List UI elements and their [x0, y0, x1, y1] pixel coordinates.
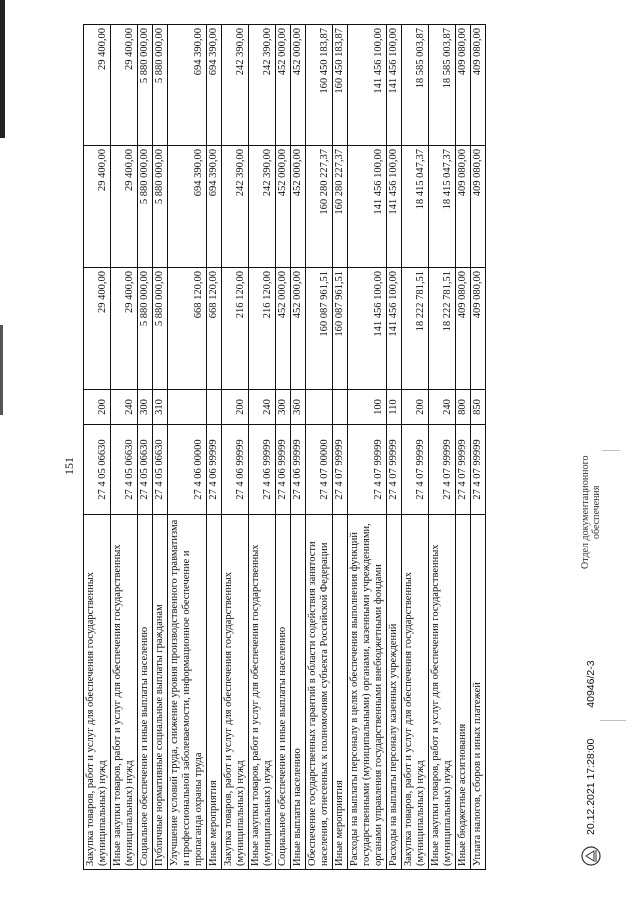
table-row [333, 25, 348, 870]
row-code: 27 4 06 99999 [249, 425, 276, 515]
row-value-2: 242 390,00 [222, 146, 249, 268]
row-name: Закупка товаров, работ и услуг для обеспечения государственных (муниципальных) нужд [222, 515, 249, 870]
department-line-2: обеспечения [591, 485, 602, 539]
row-name: Иные мероприятия [333, 515, 348, 870]
row-expense-type: 200 [402, 390, 429, 425]
row-value-1: 29 400,00 [111, 268, 138, 390]
row-code: 27 4 06 00000 [168, 425, 207, 515]
row-value-3: 141 456 100,00 [348, 25, 387, 146]
row-name: Публичные нормативные социальные выплаты гражданам [153, 515, 168, 870]
row-value-3: 694 390,00 [207, 25, 222, 146]
row-expense-type: 200 [222, 390, 249, 425]
row-value-1: 29 400,00 [84, 268, 111, 390]
row-value-3: 409 080,00 [471, 25, 486, 146]
table-row [138, 25, 153, 870]
table-row [207, 25, 222, 870]
row-expense-type: 850 [471, 390, 486, 425]
department-stamp [580, 456, 602, 569]
table-row [276, 25, 291, 870]
table-row [471, 25, 486, 870]
row-value-3: 409 080,00 [456, 25, 471, 146]
seal-icon [580, 845, 602, 867]
row-value-2: 409 080,00 [456, 146, 471, 268]
row-value-3: 242 390,00 [222, 25, 249, 146]
row-value-2: 694 390,00 [207, 146, 222, 268]
row-value-1: 668 120,00 [168, 268, 207, 390]
row-value-3: 242 390,00 [249, 25, 276, 146]
row-value-1: 216 120,00 [249, 268, 276, 390]
row-value-2: 29 400,00 [111, 146, 138, 268]
row-value-3: 160 450 183,87 [333, 25, 348, 146]
row-value-1: 141 456 100,00 [387, 268, 402, 390]
row-code: 27 4 07 99999 [456, 425, 471, 515]
row-code: 27 4 07 99999 [333, 425, 348, 515]
row-value-1: 452 000,00 [276, 268, 291, 390]
row-name: Расходы на выплаты персоналу в целях обеспечения выполнения функций государственными (муниципальными) органами, казенными учреждениями, органами управления государственными внебюджетными фондами [348, 515, 387, 870]
row-value-2: 452 000,00 [291, 146, 306, 268]
row-code: 27 4 07 00000 [306, 425, 333, 515]
row-value-2: 694 390,00 [168, 146, 207, 268]
department-line-1: Отдел документационного [580, 455, 591, 569]
row-name: Закупка товаров, работ и услуг для обеспечения государственных (муниципальных) нужд [402, 515, 429, 870]
row-expense-type: 240 [429, 390, 456, 425]
row-expense-type: 100 [348, 390, 387, 425]
row-expense-type: 240 [249, 390, 276, 425]
row-value-1: 409 080,00 [471, 268, 486, 390]
row-expense-type: 110 [387, 390, 402, 425]
row-expense-type [333, 390, 348, 425]
row-expense-type [168, 390, 207, 425]
row-value-2: 18 415 047,37 [429, 146, 456, 268]
row-expense-type: 240 [111, 390, 138, 425]
row-code: 27 4 05 06630 [111, 425, 138, 515]
row-value-2: 409 080,00 [471, 146, 486, 268]
row-name: Закупка товаров, работ и услуг для обеспечения государственных (муниципальных) нужд [84, 515, 111, 870]
row-value-1: 452 000,00 [291, 268, 306, 390]
page-number: 151 [62, 457, 76, 475]
row-name: Обеспечение государственных гарантий в области содействия занятости населения, отнесенных к полномочиям субъекта Российской Федерации [306, 515, 333, 870]
row-code: 27 4 07 99999 [387, 425, 402, 515]
row-value-2: 141 456 100,00 [387, 146, 402, 268]
row-expense-type: 310 [153, 390, 168, 425]
row-value-3: 160 450 183,87 [306, 25, 333, 146]
budget-table-body [84, 25, 486, 870]
row-expense-type: 300 [276, 390, 291, 425]
row-name: Улучшение условий труда, снижение уровня производственного травматизма и профессиональной заболеваемости, информационное обеспечение и пропаганда охраны труда [168, 515, 207, 870]
footer-doc-id: 40946/2-3 [585, 660, 597, 708]
table-row [429, 25, 456, 870]
budget-table [83, 24, 486, 870]
row-value-3: 29 400,00 [84, 25, 111, 146]
table-row [249, 25, 276, 870]
row-value-1: 5 880 000,00 [153, 268, 168, 390]
row-value-3: 694 390,00 [168, 25, 207, 146]
row-value-2: 5 880 000,00 [153, 146, 168, 268]
table-row [387, 25, 402, 870]
row-value-2: 5 880 000,00 [138, 146, 153, 268]
row-name: Иные закупки товаров, работ и услуг для обеспечения государственных (муниципальных) нужд [429, 515, 456, 870]
footer-date: 20.12.2021 17:28:00 [585, 738, 597, 835]
row-name: Иные закупки товаров, работ и услуг для обеспечения государственных (муниципальных) нужд [111, 515, 138, 870]
row-value-3: 5 880 000,00 [138, 25, 153, 146]
table-row [84, 25, 111, 870]
row-code: 27 4 06 99999 [222, 425, 249, 515]
row-value-3: 18 585 003,87 [402, 25, 429, 146]
table-row [402, 25, 429, 870]
row-name: Иные мероприятия [207, 515, 222, 870]
row-name: Социальное обеспечение и иные выплаты населению [276, 515, 291, 870]
row-value-2: 160 280 227,37 [333, 146, 348, 268]
row-value-1: 5 880 000,00 [138, 268, 153, 390]
footer-meta [585, 632, 597, 835]
row-value-1: 160 087 961,51 [333, 268, 348, 390]
row-name: Иные закупки товаров, работ и услуг для обеспечения государственных (муниципальных) нужд [249, 515, 276, 870]
row-value-1: 141 456 100,00 [348, 268, 387, 390]
row-code: 27 4 06 99999 [276, 425, 291, 515]
row-value-1: 160 087 961,51 [306, 268, 333, 390]
row-code: 27 4 05 06630 [138, 425, 153, 515]
row-value-3: 18 585 003,87 [429, 25, 456, 146]
row-value-2: 141 456 100,00 [348, 146, 387, 268]
row-value-3: 452 000,00 [276, 25, 291, 146]
row-code: 27 4 05 06630 [84, 425, 111, 515]
row-name: Иные выплаты населению [291, 515, 306, 870]
row-code: 27 4 07 99999 [348, 425, 387, 515]
row-value-2: 18 415 047,37 [402, 146, 429, 268]
row-value-1: 668 120,00 [207, 268, 222, 390]
row-code: 27 4 07 99999 [429, 425, 456, 515]
row-code: 27 4 06 99999 [207, 425, 222, 515]
row-value-1: 18 222 781,51 [402, 268, 429, 390]
table-row [456, 25, 471, 870]
row-value-3: 452 000,00 [291, 25, 306, 146]
table-row [348, 25, 387, 870]
row-value-1: 18 222 781,51 [429, 268, 456, 390]
row-value-3: 29 400,00 [111, 25, 138, 146]
table-row [222, 25, 249, 870]
budget-table-wrapper [83, 25, 486, 870]
table-row [153, 25, 168, 870]
row-value-3: 141 456 100,00 [387, 25, 402, 146]
row-code: 27 4 07 99999 [402, 425, 429, 515]
row-value-2: 160 280 227,37 [306, 146, 333, 268]
table-row [168, 25, 207, 870]
row-expense-type: 360 [291, 390, 306, 425]
table-row [111, 25, 138, 870]
table-row [291, 25, 306, 870]
row-value-2: 242 390,00 [249, 146, 276, 268]
row-value-1: 216 120,00 [222, 268, 249, 390]
row-value-2: 29 400,00 [84, 146, 111, 268]
table-row [306, 25, 333, 870]
row-name: Расходы на выплаты персоналу казенных учреждений [387, 515, 402, 870]
row-code: 27 4 07 99999 [471, 425, 486, 515]
row-name: Уплата налогов, сборов и иных платежей [471, 515, 486, 870]
row-expense-type: 800 [456, 390, 471, 425]
row-name: Социальное обеспечение и иные выплаты населению [138, 515, 153, 870]
row-expense-type: 200 [84, 390, 111, 425]
row-value-2: 452 000,00 [276, 146, 291, 268]
row-expense-type: 300 [138, 390, 153, 425]
row-name: Иные бюджетные ассигнования [456, 515, 471, 870]
row-expense-type [207, 390, 222, 425]
row-value-3: 5 880 000,00 [153, 25, 168, 146]
row-expense-type [306, 390, 333, 425]
row-value-1: 409 080,00 [456, 268, 471, 390]
row-code: 27 4 06 99999 [291, 425, 306, 515]
row-code: 27 4 05 06630 [153, 425, 168, 515]
